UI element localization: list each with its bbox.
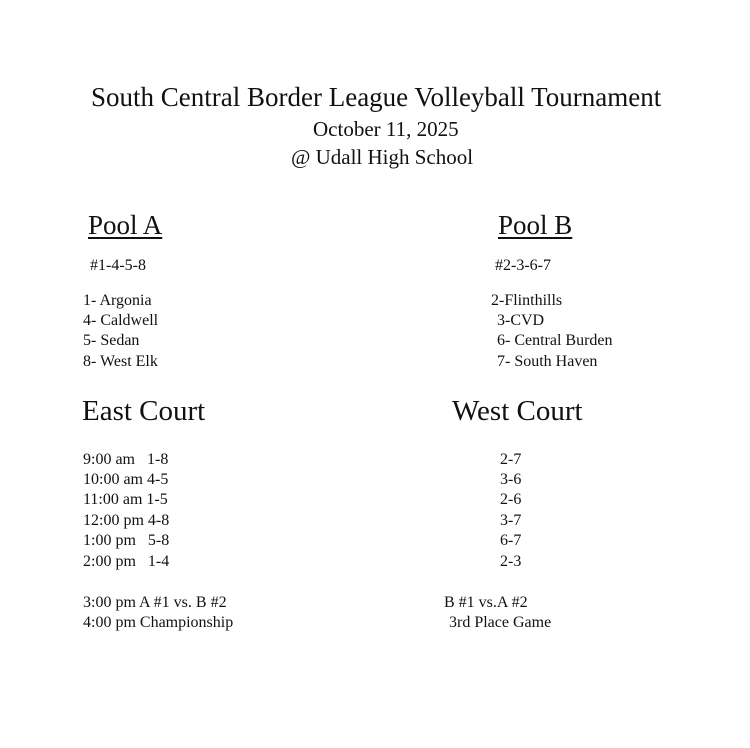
pool-b-team: 6- Central Burden: [497, 332, 613, 349]
east-court-match: 12:00 pm 4-8: [83, 512, 170, 529]
pool-a-seeds: #1-4-5-8: [90, 257, 146, 274]
east-court-match: 2:00 pm 1-4: [83, 553, 170, 570]
pool-a-team: 4- Caldwell: [83, 312, 159, 329]
pool-b-seeds: #2-3-6-7: [495, 257, 551, 274]
tournament-location: @ Udall High School: [291, 145, 474, 169]
pool-b-team: 7- South Haven: [497, 353, 598, 370]
pool-b-team: 3-CVD: [497, 312, 545, 329]
pool-b-heading: Pool B: [498, 210, 573, 240]
west-court-final: B #1 vs.A #2: [444, 594, 528, 611]
pool-a-team: 8- West Elk: [83, 353, 158, 370]
west-court-final: 3rd Place Game: [449, 614, 552, 631]
west-court-match: 2-3: [500, 553, 522, 570]
east-court-match: 1:00 pm 5-8: [83, 532, 170, 549]
west-court-heading: West Court: [452, 395, 583, 427]
west-court-match: 3-7: [500, 512, 522, 529]
tournament-title: South Central Border League Volleyball Tournament: [91, 82, 662, 112]
west-court-match: 6-7: [500, 532, 522, 549]
west-court-match: 3-6: [500, 471, 522, 488]
tournament-date: October 11, 2025: [313, 117, 459, 141]
east-court-match: 9:00 am 1-8: [83, 451, 169, 468]
east-court-match: 10:00 am 4-5: [83, 471, 169, 488]
pool-a-team: 5- Sedan: [83, 332, 140, 349]
pool-a-heading: Pool A: [88, 210, 163, 240]
east-court-heading: East Court: [82, 395, 206, 427]
pool-a-team: 1- Argonia: [83, 292, 152, 309]
east-court-final: 3:00 pm A #1 vs. B #2: [83, 594, 227, 611]
pool-b-team: 2-Flinthills: [491, 292, 563, 309]
west-court-match: 2-7: [500, 451, 522, 468]
east-court-final: 4:00 pm Championship: [83, 614, 234, 631]
west-court-match: 2-6: [500, 491, 522, 508]
east-court-match: 11:00 am 1-5: [83, 491, 168, 508]
